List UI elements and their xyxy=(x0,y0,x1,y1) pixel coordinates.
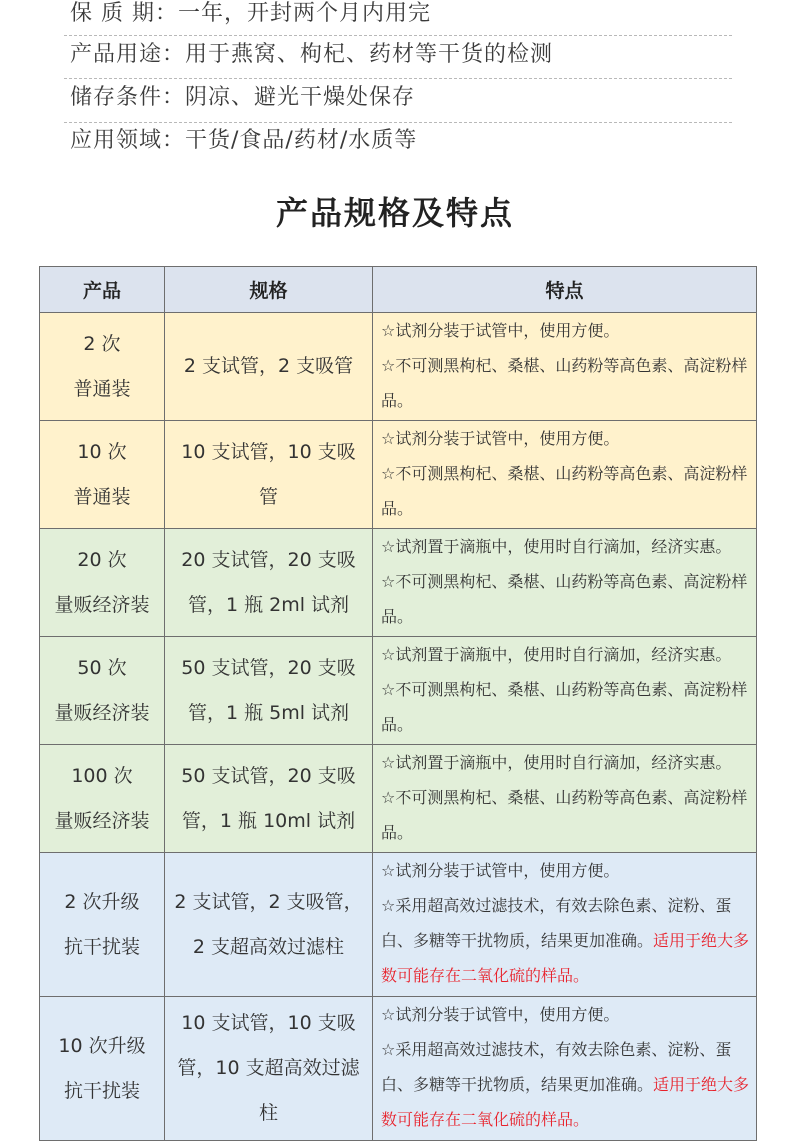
spec-cell: 2 支试管，2 支吸管 xyxy=(165,313,373,421)
product-pack: 量贩经济装 xyxy=(54,701,150,724)
info-row-application xyxy=(70,121,732,161)
product-cell xyxy=(40,637,165,745)
header-product: 产品 xyxy=(40,267,165,313)
feature-item xyxy=(381,1032,752,1137)
product-count: 10 次 xyxy=(77,440,127,463)
info-row-shelf-life xyxy=(70,0,732,34)
spec-cell: 20 支试管，20 支吸管，1 瓶 2ml 试剂 xyxy=(165,529,373,637)
feature-item: ☆试剂置于滴瓶中，使用时自行滴加，经济实惠。 xyxy=(381,753,732,772)
table-row xyxy=(40,745,757,853)
product-count: 10 次升级 xyxy=(58,1034,146,1057)
feature-item: ☆不可测黑枸杞、桑椹、山药粉等高色素、高淀粉样品。 xyxy=(381,572,748,626)
table-row xyxy=(40,997,757,1141)
spec-cell: 10 支试管，10 支吸管 xyxy=(165,421,373,529)
product-pack: 抗干扰装 xyxy=(63,935,140,958)
product-pack: 量贩经济装 xyxy=(54,593,150,616)
product-count: 2 次升级 xyxy=(64,890,140,913)
spec-cell: 2 支试管，2 支吸管，2 支超高效过滤柱 xyxy=(165,853,373,997)
info-value: 阴凉、避光干燥处保存 xyxy=(185,85,416,110)
product-pack: 量贩经济装 xyxy=(54,809,150,832)
product-cell xyxy=(40,313,165,421)
feature-item xyxy=(381,888,752,993)
header-spec: 规格 xyxy=(165,267,373,313)
feature-item: ☆不可测黑枸杞、桑椹、山药粉等高色素、高淀粉样品。 xyxy=(381,464,748,518)
features-cell xyxy=(373,421,757,529)
product-count: 50 次 xyxy=(77,656,127,679)
product-pack: 抗干扰装 xyxy=(63,1079,140,1102)
section-title: 产品规格及特点 xyxy=(275,194,514,232)
table-row xyxy=(40,853,757,997)
product-pack: 普通装 xyxy=(73,485,131,508)
product-cell xyxy=(40,997,165,1141)
product-count: 20 次 xyxy=(77,548,127,571)
info-row-usage xyxy=(70,35,732,75)
spec-cell: 50 支试管，20 支吸管，1 瓶 10ml 试剂 xyxy=(165,745,373,853)
feature-item: ☆不可测黑枸杞、桑椹、山药粉等高色素、高淀粉样品。 xyxy=(381,788,748,842)
spec-table xyxy=(39,266,757,1141)
feature-text: ☆采用超高效过滤技术，有效去除色素、淀粉、蛋白、多糖等干扰物质，结果更加准确。 xyxy=(381,1040,732,1094)
table-row xyxy=(40,421,757,529)
info-value: 一年，开封两个月内用完 xyxy=(178,1,432,26)
info-label: 保 质 期： xyxy=(70,1,178,26)
feature-item: ☆试剂置于滴瓶中，使用时自行滴加，经济实惠。 xyxy=(381,645,732,664)
product-cell xyxy=(40,421,165,529)
product-pack: 普通装 xyxy=(73,377,131,400)
feature-item: ☆试剂分装于试管中，使用方便。 xyxy=(381,429,620,448)
feature-highlight: 适用于绝大多数可能存在二氧化硫的样品。 xyxy=(381,931,750,985)
info-value: 用于燕窝、枸杞、药材等干货的检测 xyxy=(185,42,554,67)
product-count: 100 次 xyxy=(71,764,133,787)
spec-cell: 50 支试管，20 支吸管，1 瓶 5ml 试剂 xyxy=(165,637,373,745)
product-count: 2 次 xyxy=(83,332,121,355)
info-label: 应用领域： xyxy=(70,128,186,153)
spec-cell: 10 支试管，10 支吸管，10 支超高效过滤柱 xyxy=(165,997,373,1141)
table-row xyxy=(40,637,757,745)
feature-item: ☆试剂分装于试管中，使用方便。 xyxy=(381,861,620,880)
table-header-row xyxy=(40,267,757,313)
product-cell xyxy=(40,745,165,853)
product-cell xyxy=(40,853,165,997)
feature-text: ☆采用超高效过滤技术，有效去除色素、淀粉、蛋白、多糖等干扰物质，结果更加准确。 xyxy=(381,896,732,950)
features-cell xyxy=(373,853,757,997)
table-row xyxy=(40,529,757,637)
feature-item: ☆试剂分装于试管中，使用方便。 xyxy=(381,1005,620,1024)
info-value: 干货/食品/药材/水质等 xyxy=(185,128,418,153)
features-cell xyxy=(373,529,757,637)
feature-item: ☆试剂分装于试管中，使用方便。 xyxy=(381,321,620,340)
features-cell xyxy=(373,313,757,421)
feature-highlight: 适用于绝大多数可能存在二氧化硫的样品。 xyxy=(381,1075,750,1129)
feature-item: ☆不可测黑枸杞、桑椹、山药粉等高色素、高淀粉样品。 xyxy=(381,356,748,410)
feature-item: ☆试剂置于滴瓶中，使用时自行滴加，经济实惠。 xyxy=(381,537,732,556)
features-cell xyxy=(373,637,757,745)
header-features: 特点 xyxy=(373,267,757,313)
info-label: 储存条件： xyxy=(70,85,186,110)
features-cell xyxy=(373,745,757,853)
feature-item: ☆不可测黑枸杞、桑椹、山药粉等高色素、高淀粉样品。 xyxy=(381,680,748,734)
product-cell xyxy=(40,529,165,637)
info-label: 产品用途： xyxy=(70,42,186,67)
table-row xyxy=(40,313,757,421)
features-cell xyxy=(373,997,757,1141)
info-row-storage xyxy=(70,78,732,118)
